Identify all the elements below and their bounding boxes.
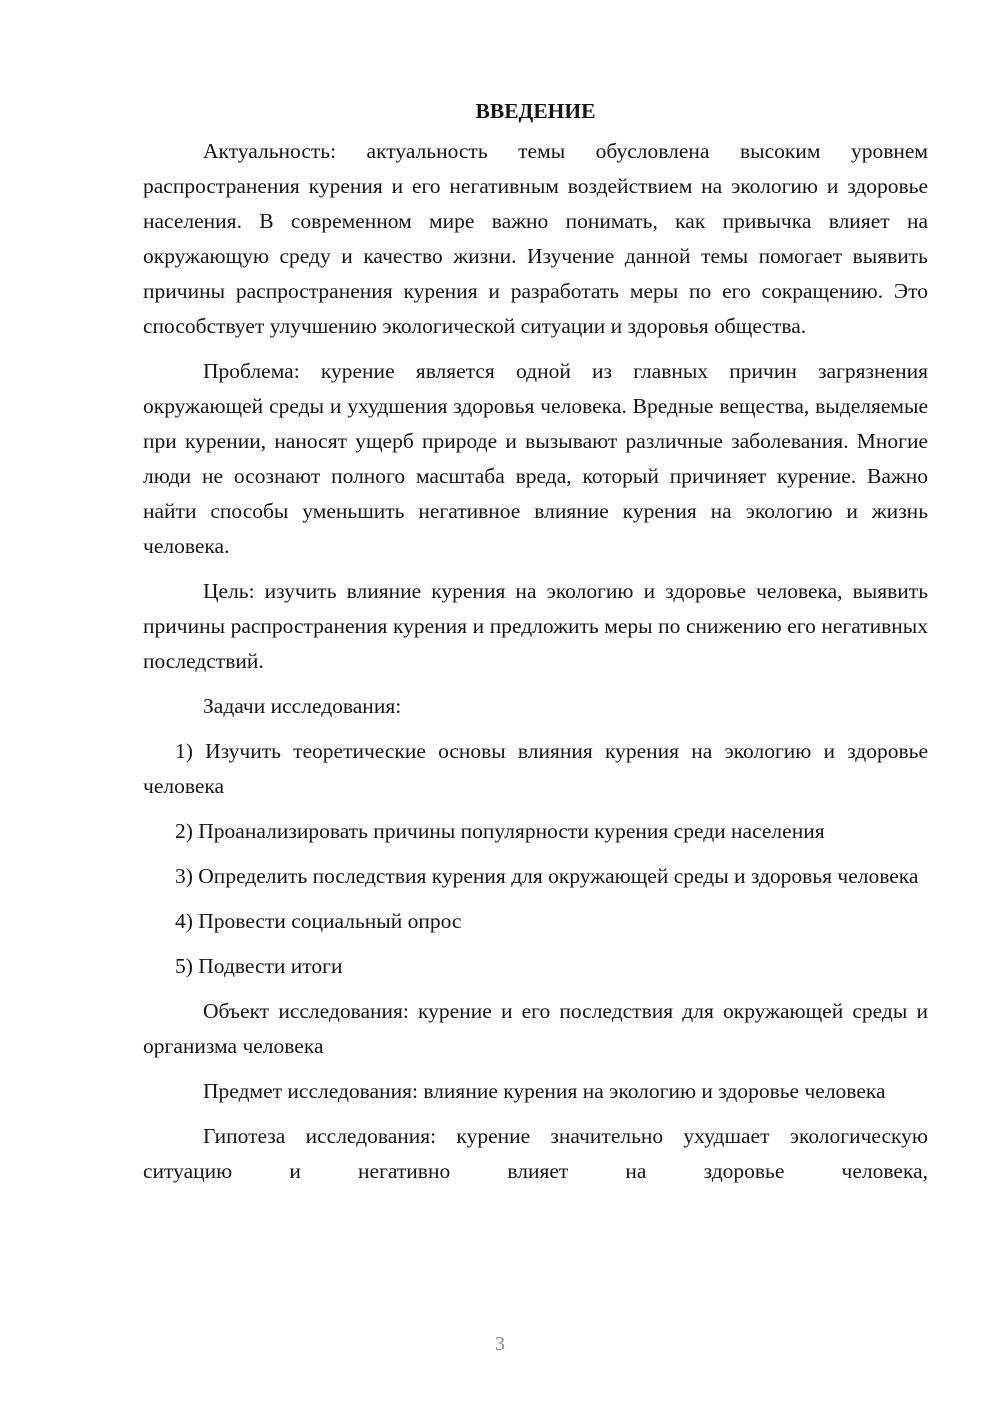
- task-item-5: 5) Подвести итоги: [175, 954, 343, 978]
- paragraph-problem: Проблема: курение является одной из главных причин загрязнения окружающей среды и ухудшения здоровья человека. Вредные вещества, выделяемые при курении, наносят ущерб природе и вызывают различные заболевания. Многие люди не осознают полного масштаба вреда, который причиняет курение. Важно найти способы уменьшить негативное влияние курения на экологию и жизнь человека.: [143, 359, 928, 558]
- document-page: [143, 98, 928, 1189]
- task-item-3: 3) Определить последствия курения для окружающей среды и здоровья человека: [175, 864, 919, 888]
- section-title: ВВЕДЕНИЕ: [475, 99, 596, 123]
- task-item-4: 4) Провести социальный опрос: [175, 909, 462, 933]
- paragraph-relevance: Актуальность: актуальность темы обусловлена высоким уровнем распространения курения и его негативным воздействием на экологию и здоровье населения. В современном мире важно понимать, как привычка влияет на окружающую среду и качество жизни. Изучение данной темы помогает выявить причины распространения курения и разработать меры по его сокращению. Это способствует улучшению экологической ситуации и здоровья общества.: [143, 139, 928, 338]
- page-number: 3: [495, 1333, 505, 1355]
- paragraph-object: Объект исследования: курение и его последствия для окружающей среды и организма человека: [143, 999, 928, 1058]
- paragraph-goal: Цель: изучить влияние курения на экологию и здоровье человека, выявить причины распространения курения и предложить меры по снижению его негативных последствий.: [143, 579, 928, 673]
- task-item-1: 1) Изучить теоретические основы влияния курения на экологию и здоровье человека: [143, 739, 928, 798]
- task-item-2: 2) Проанализировать причины популярности курения среди населения: [175, 819, 825, 843]
- tasks-heading: Задачи исследования:: [203, 694, 402, 718]
- paragraph-hypothesis: Гипотеза исследования: курение значительно ухудшает экологическую ситуацию и негативно влияет на здоровье человека,: [143, 1124, 928, 1183]
- paragraph-subject: Предмет исследования: влияние курения на экологию и здоровье человека: [203, 1079, 886, 1103]
